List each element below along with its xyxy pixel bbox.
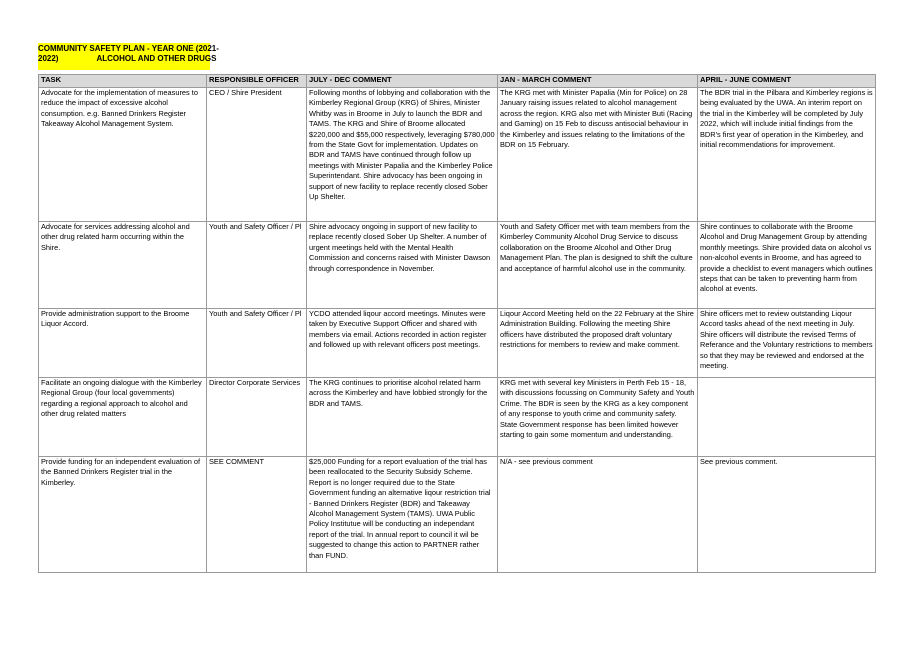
apr-jun-cell: See previous comment. (698, 457, 876, 573)
header-responsible-officer: RESPONSIBLE OFFICER (207, 75, 307, 88)
officer-cell: Director Corporate Services (207, 378, 307, 457)
header-apr-jun: APRIL - JUNE COMMENT (698, 75, 876, 88)
apr-jun-cell (698, 378, 876, 457)
task-cell: Provide funding for an independent evaluation of the Banned Drinkers Register trial in the Kimberley. (39, 457, 207, 573)
jan-mar-cell: The KRG met with Minister Papalia (Min for Police) on 28 January raising issues related to alcohol management across the region. KRG also met with Minister Buti (Racing and Gaming) on 15 Feb to discuss antisocial behaviour in the Kimberley and issues relating to the limitations of the BDR on 15 February. (498, 88, 698, 222)
task-cell: Facilitate an ongoing dialogue with the Kimberley Regional Group (four local governments) regarding a regional approach to alcohol and other drug related matters (39, 378, 207, 457)
table-row (39, 88, 876, 222)
safety-plan-table (38, 74, 876, 573)
table-row (39, 457, 876, 573)
header-task: TASK (39, 75, 207, 88)
jul-dec-cell: YCDO attended liqour accord meetings. Minutes were taken by Executive Support Officer and shared with members via email. Actions recorded in action register and followed up with relevant officers post meetings. (307, 309, 498, 378)
table-row (39, 309, 876, 378)
jul-dec-cell: Following months of lobbying and collaboration with the Kimberley Regional Group (KRG) of Shires, Minister Whitby was in Broome in July to launch the BDR and TAMS. The KRG and Shire of Broome allocated $220,000 and $55,000 respectively, leveraging $780,000 from the State Govt for implementation. Updates on BDR and TAMS have continued through follow up meetings with Minister Papalia and the Kimberley Police Superintendant. Shire advocacy has been ongoing in support of new facility to replace recently closed Sober Up Shelter. (307, 88, 498, 222)
jan-mar-cell: N/A - see previous comment (498, 457, 698, 573)
plan-title-line2 (38, 54, 217, 64)
header-jan-mar: JAN - MARCH COMMENT (498, 75, 698, 88)
task-cell: Advocate for services addressing alcohol and other drug related harm occurring within the Shire. (39, 222, 207, 309)
plan-title-year: 2022) (38, 54, 59, 63)
header-jul-dec: JULY - DEC COMMENT (307, 75, 498, 88)
officer-cell: Youth and Safety Officer / Pl (207, 222, 307, 309)
apr-jun-cell: The BDR trial in the Pilbara and Kimberley regions is being evaluated by the UWA. An interim report on the trial in the Kimberley will be completed by July 2022, which will include initial findings from the BDR's first year of operation in the Kimberley, and initial recommendations for improvement. (698, 88, 876, 222)
plan-title (38, 43, 219, 70)
jul-dec-cell: The KRG continues to prioritise alcohol related harm across the Kimberley and have lobbied strongly for the BDR and TAMS. (307, 378, 498, 457)
officer-cell: CEO / Shire President (207, 88, 307, 222)
table-row (39, 222, 876, 309)
apr-jun-cell: Shire continues to collaborate with the Broome Alcohol and Drug Management Group by attending monthly meetings. Shire provided data on alcohol vs non-alcohol events in Broome, and has agreed to provide a checklist to event managers which outlines steps that can be taken to preventing harm from alcohol at events. (698, 222, 876, 309)
table-row (39, 378, 876, 457)
jan-mar-cell: Youth and Safety Officer met with team members from the Kimberley Community Alcohol Drug Service to discuss collaboration on the Broome Alcohol and Other Drug Management Plan. The plan is designed to shift the culture and acceptance of harmful alcohol use in the community. (498, 222, 698, 309)
task-cell: Provide administration support to the Broome Liquor Accord. (39, 309, 207, 378)
jul-dec-cell: Shire advocacy ongoing in support of new facility to replace recently closed Sober Up Shelter. A number of urgent meetings held with the Mental Health Commission and concerns raised with Minister Dawson through correspondence in November. (307, 222, 498, 309)
task-cell: Advocate for the implementation of measures to reduce the impact of excessive alcohol consumption. e.g. Banned Drinkers Register Takeaway Alcohol Management System. (39, 88, 207, 222)
officer-cell: Youth and Safety Officer / Pl (207, 309, 307, 378)
jul-dec-cell: $25,000 Funding for a report evaluation of the trial has been reallocated to the Security Subsidy Scheme. Report is no longer required due to the State Government funding an alternative liqour restriction trial - Banned Drinkers Register (BDR) and Takeaway Alcohol Management System (TAMS). UWA Public Policy Institutue will be conducting an independant report of the trial. In annual report to council it wil be suggested to change this action to PARTNER rather than FUND. (307, 457, 498, 573)
officer-cell: SEE COMMENT (207, 457, 307, 573)
jan-mar-cell: KRG met with several key Ministers in Perth Feb 15 - 18, with discussions focussing on Community Safety and Youth Crime. The BDR is seen by the KRG as a key component of any response to youth crime and community safety. State Government response has been limited however starting to gain some momentum and understanding. (498, 378, 698, 457)
table-header-row (39, 75, 876, 88)
jan-mar-cell: Liqour Accord Meeting held on the 22 February at the Shire Administration Building. Following the meeting Shire officers have distributed the proposed draft voluntary restrictions for members to review and make comment. (498, 309, 698, 378)
plan-title-topic: ALCOHOL AND OTHER DRUGS (96, 54, 217, 63)
apr-jun-cell: Shire officers met to review outstanding Liqour Accord tasks ahead of the next meeting in July. Shire officers will distribute the revised Terms of Referance and the Voluntary restrictions to members so that they may be reviewed and endorsed at the meeting. (698, 309, 876, 378)
plan-title-line1: COMMUNITY SAFETY PLAN - YEAR ONE (2021- (38, 44, 219, 53)
